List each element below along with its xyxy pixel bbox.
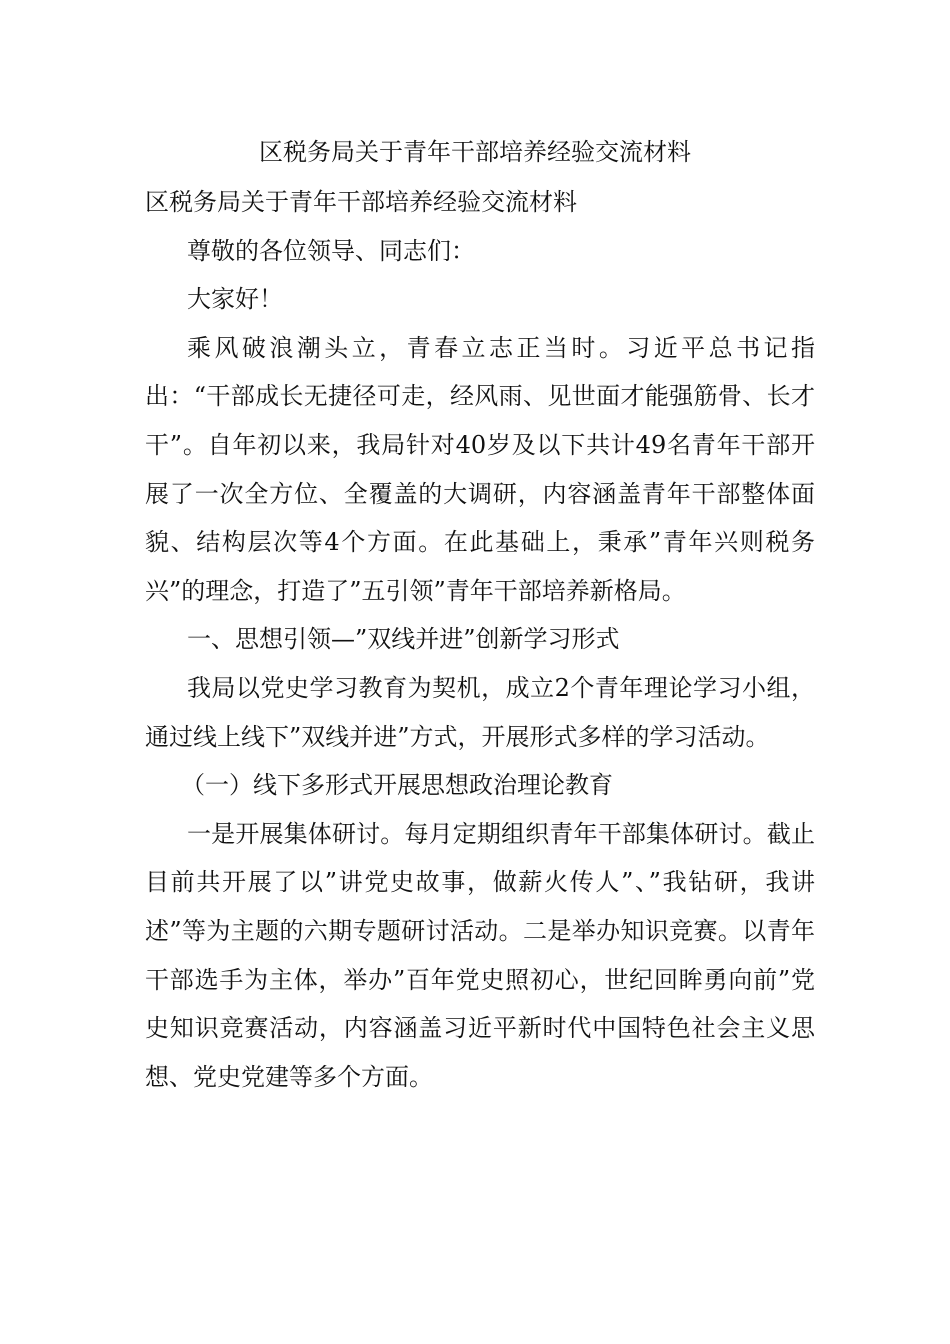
document-subtitle: 区税务局关于青年干部培养经验交流材料 [145,188,577,216]
subsection-paragraph: 一是开展集体研讨。每月定期组织青年干部集体研讨。截止目前共开展了以”讲党史故事，做薪火传人”、”我钻研，我讲述”等为主题的六期专题研讨活动。二是举办知识竞赛。以青年干部选手为主体，举办”百年党史照初心，世纪回眸勇向前”党史知识竞赛活动，内容涵盖习近平新时代中国特色社会主义思想、党史党建等多个方面。 [145,819,815,1091]
salutation: 尊敬的各位领导、同志们： [187,236,475,265]
intro-paragraph: 乘风破浪潮头立，青春立志正当时。习近平总书记指出：“干部成长无捷径可走，经风雨、见世面才能强筋骨、长才干”。自年初以来，我局针对40岁及以下共计49名青年干部开展了一次全方位、全覆盖的大调研，内容涵盖青年干部整体面貌、结构层次等4个方面。在此基础上，秉承”青年兴则税务兴”的理念，打造了”五引领”青年干部培养新格局。 [145,333,815,605]
section-paragraph: 我局以党史学习教育为契机，成立2个青年理论学习小组，通过线上线下”双线并进”方式，开展形式多样的学习活动。 [145,673,815,751]
document-body [145,178,815,1101]
greeting: 大家好！ [187,285,283,314]
document-title: 区税务局关于青年干部培养经验交流材料 [259,138,691,166]
subsection-heading: （一）线下多形式开展思想政治理论教育 [181,771,613,800]
section-heading: 一、思想引领—”双线并进”创新学习形式 [187,625,620,654]
